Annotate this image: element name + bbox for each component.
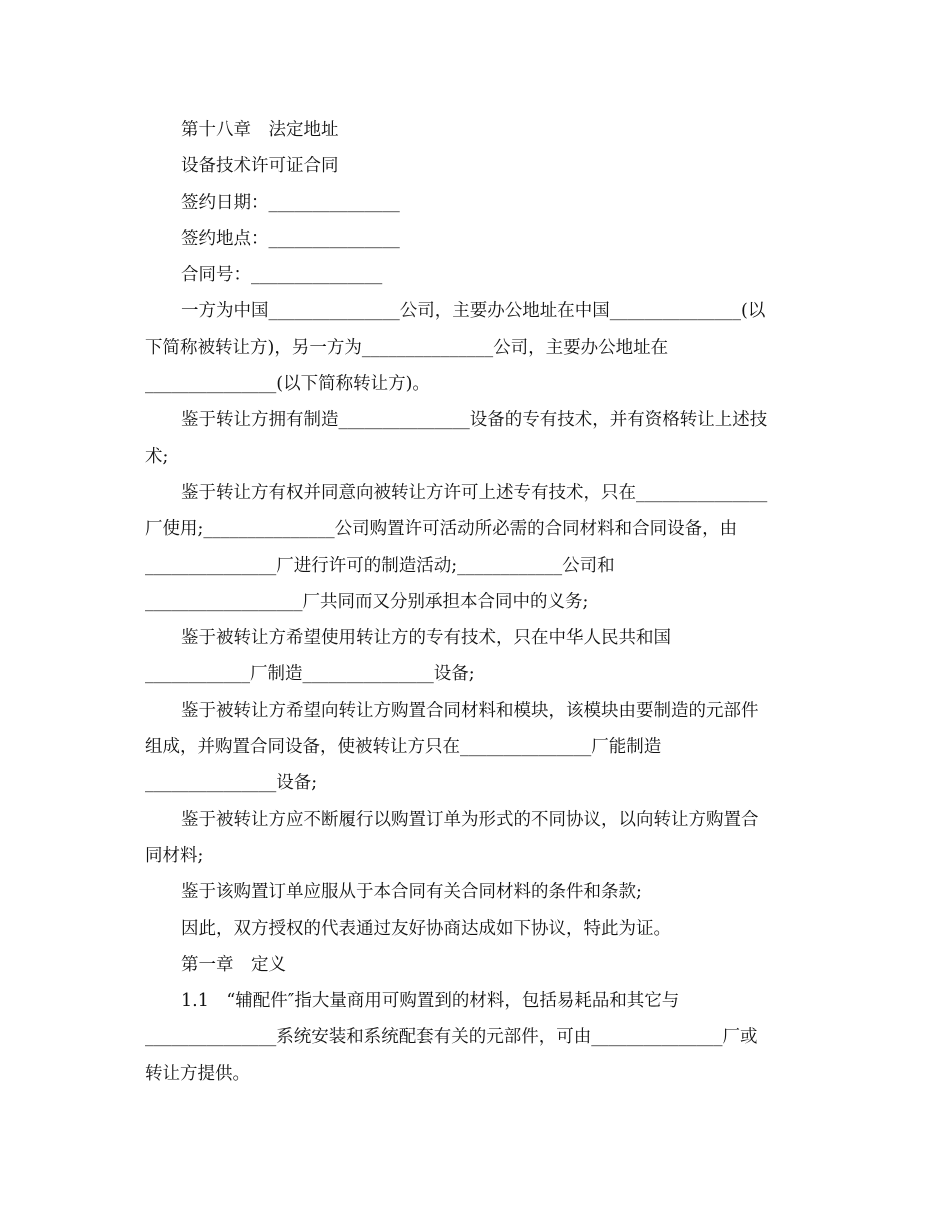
paragraph-line: 鉴于被转让方应不断履行以购置订单为形式的不同协议，以向转让方购置合 — [181, 809, 759, 830]
document-page — [145, 112, 807, 1092]
paragraph-line: 鉴于被转让方希望向转让方购置合同材料和模块，该模块由要制造的元部件 — [181, 700, 759, 721]
paragraph-line: __________________厂共同而又分别承担本合同中的义务; — [145, 591, 589, 612]
paragraph-line: 鉴于该购置订单应服从于本合同有关合同材料的条件和条款; — [181, 882, 642, 903]
definition-1-1-line: 1.1 “辅配件″指大量商用可购置到的材料，包括易耗品和其它与 — [181, 991, 680, 1012]
paragraph-line: 组成，并购置合同设备，使被转让方只在_______________厂能制造 — [145, 737, 662, 758]
paragraph-line: _______________(以下简称转让方)。 — [145, 374, 430, 395]
signing-place-line: 签约地点：_______________ — [181, 228, 400, 249]
chapter-1-heading: 第一章 定义 — [181, 954, 286, 975]
contract-title: 设备技术许可证合同 — [181, 156, 339, 177]
chapter-18-heading: 第十八章 法定地址 — [181, 120, 339, 140]
paragraph-line: _______________厂进行许可的制造活动;____________公司和 — [145, 555, 615, 576]
paragraph-line: 一方为中国_______________公司，主要办公地址在中国_______________(以 — [181, 301, 766, 322]
paragraph-line: 下简称被转让方)，另一方为_______________公司，主要办公地址在 — [145, 337, 669, 358]
paragraph-line: ____________厂制造_______________设备; — [145, 664, 475, 685]
paragraph-line: _______________系统安装和系统配套有关的元部件，可由_______________厂或 — [145, 1027, 758, 1048]
paragraph-line: 鉴于转让方有权并同意向被转让方许可上述专有技术，只在_______________ — [181, 482, 768, 503]
paragraph-line: 术; — [145, 446, 169, 467]
contract-number-line: 合同号：_______________ — [181, 265, 383, 286]
paragraph-line: _______________设备; — [145, 773, 318, 794]
paragraph-line: 鉴于被转让方希望使用转让方的专有技术，只在中华人民共和国 — [181, 628, 671, 649]
paragraph-line: 转让方提供。 — [145, 1063, 250, 1084]
paragraph-line: 厂使用;_______________公司购置许可活动所必需的合同材料和合同设备，由 — [145, 519, 738, 540]
signing-date-line: 签约日期：_______________ — [181, 192, 400, 213]
paragraph-line: 鉴于转让方拥有制造_______________设备的专有技术，并有资格转让上述技 — [181, 410, 768, 431]
paragraph-line: 因此，双方授权的代表通过友好协商达成如下协议，特此为证。 — [181, 918, 671, 939]
paragraph-line: 同材料; — [145, 845, 204, 866]
